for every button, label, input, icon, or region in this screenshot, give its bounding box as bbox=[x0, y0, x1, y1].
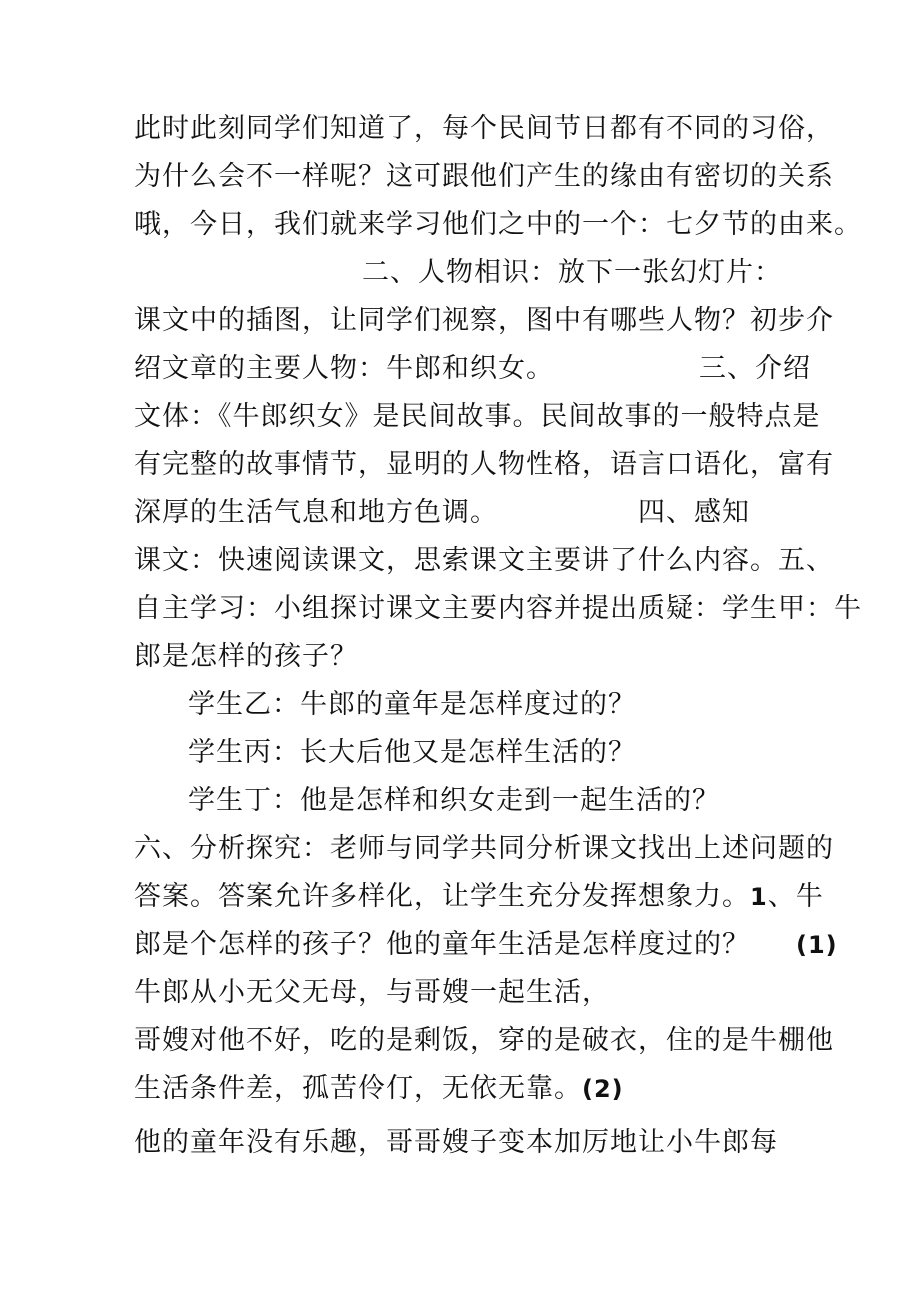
text-segment: 深厚的生活气息和地方色调。 bbox=[134, 497, 498, 528]
section-heading: 二、人物相识：放下一张幻灯片： bbox=[362, 257, 782, 288]
text-line: 课文中的插图，让同学们视察，图中有哪些人物？初步介 bbox=[134, 305, 834, 336]
text-line: 为什么会不一样呢？这可跟他们产生的缘由有密切的关系 bbox=[134, 161, 834, 192]
text-line: 课文：快速阅读课文，思索课文主要讲了什么内容。五、 bbox=[134, 545, 834, 576]
text-line: 六、分析探究：老师与同学共同分析课文找出上述问题的 bbox=[134, 833, 834, 864]
text-line: 哥嫂对他不好，吃的是剩饭，穿的是破衣，住的是牛棚他 bbox=[134, 1025, 834, 1056]
text-segment: 郎是个怎样的孩子？他的童年生活是怎样度过的？ bbox=[134, 929, 750, 960]
text-line: 有完整的故事情节，显明的人物性格，语言口语化，富有 bbox=[134, 449, 834, 480]
section-heading: 三、介绍 bbox=[699, 353, 811, 384]
text-line bbox=[134, 496, 750, 530]
text-line: 此时此刻同学们知道了，每个民间节日都有不同的习俗， bbox=[134, 113, 834, 144]
text-line: 文体：《牛郎织女》是民间故事。民间故事的一般特点是 bbox=[134, 401, 821, 432]
question-line: 学生乙：牛郎的童年是怎样度过的？ bbox=[188, 689, 636, 720]
question-line: 学生丙：长大后他又是怎样生活的？ bbox=[188, 737, 636, 768]
text-segment: 绍文章的主要人物：牛郎和织女。 bbox=[134, 353, 554, 384]
question-line: 学生丁：他是怎样和织女走到一起生活的？ bbox=[188, 785, 720, 816]
list-number: (1) bbox=[796, 931, 838, 959]
text-line: 郎是怎样的孩子？ bbox=[134, 641, 358, 672]
text-segment: 生活条件差，孤苦伶仃，无依无靠。 bbox=[134, 1073, 582, 1104]
list-number: (2) bbox=[582, 1075, 624, 1103]
text-line bbox=[134, 1072, 624, 1106]
text-line: 自主学习：小组探讨课文主要内容并提出质疑：学生甲：牛 bbox=[134, 593, 862, 624]
text-line: 他的童年没有乐趣，哥哥嫂子变本加厉地让小牛郎每 bbox=[134, 1127, 778, 1158]
text-segment: 答案。答案允许多样化，让学生充分发挥想象力。 bbox=[134, 881, 750, 912]
text-line bbox=[134, 880, 824, 914]
text-line bbox=[134, 928, 838, 962]
list-number: 1 bbox=[750, 883, 768, 911]
section-heading: 四、感知 bbox=[638, 497, 750, 528]
text-line: 哦，今日，我们就来学习他们之中的一个：七夕节的由来。 bbox=[134, 209, 862, 240]
text-line bbox=[134, 352, 811, 386]
text-segment: 、牛 bbox=[767, 881, 824, 912]
text-line: 牛郎从小无父无母，与哥嫂一起生活， bbox=[134, 977, 610, 1008]
